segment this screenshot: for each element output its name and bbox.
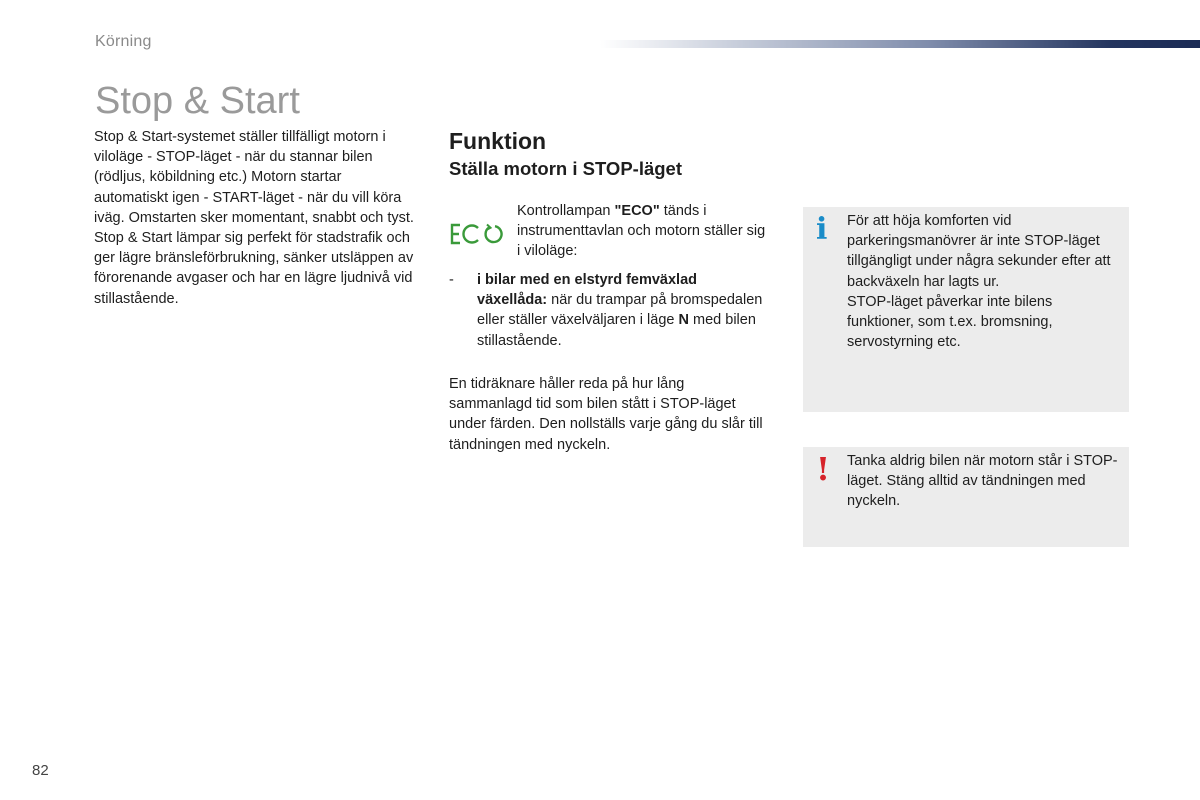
intro-text [94, 127, 414, 309]
eco-description [517, 201, 767, 262]
eco-text-post: tänds i instrumenttavlan och motorn ställer sig i viloläge: [517, 203, 766, 260]
info-note [803, 207, 1129, 412]
stop-mode-subheading: Ställa motorn i STOP-läget [449, 158, 683, 179]
page-title: Stop & Start [95, 80, 300, 122]
bullet-dash: - [449, 272, 454, 288]
header-gradient-bar [600, 40, 1200, 48]
warning-note [803, 447, 1129, 547]
info-icon: i [816, 212, 828, 247]
warning-icon: ! [816, 450, 831, 488]
warning-text: Tanka aldrig bilen när motorn står i STOP-läget. Stäng alltid av tändningen med nyckeln. [847, 453, 1118, 510]
info-paragraph-1: För att höja komforten vid parkeringsmanövrer är inte STOP-läget tillgängligt under några sekunder efter att backväxeln har lagts ur. [847, 213, 1111, 290]
bullet-bold: i bilar med en elstyrd femväxlad växellåda: [477, 272, 698, 309]
intro-paragraph-1: Stop & Start-systemet ställer tillfälligt motorn i viloläge - STOP-läget - när du stannar bilen (rödljus, köbildning etc.) Motorn startar automatiskt igen - START-läget - när du vill köra iväg. Omstarten sker momentant, snabbt och tyst. [94, 129, 414, 226]
bullet-mid: när du trampar på bromspedalen eller ställer växelväljaren i läge [477, 292, 763, 329]
section-label: Körning [95, 33, 152, 50]
intro-paragraph-2: Stop & Start lämpar sig perfekt för stadstrafik och ger lägre bränsleförbrukning, sänker utsläppen av förorenande avgaser och har en lägre ljudnivå vid stillastående. [94, 230, 414, 307]
bullet-end: med bilen stillastående. [477, 312, 756, 349]
eco-indicator-icon [449, 222, 504, 246]
function-heading: Funktion [449, 128, 547, 154]
timer-text [449, 374, 769, 455]
info-paragraph-2: STOP-läget påverkar inte bilens funktioner, som t.ex. bromsning, servostyrning etc. [847, 293, 1053, 351]
timer-paragraph: En tidräknare håller reda på hur lång sammanlagd tid som bilen stått i STOP-läget under färden. Den nollställs varje gång du slår till tändningen med nyckeln. [449, 376, 763, 453]
page-number: 82 [32, 762, 49, 779]
bullet-bold-n: N [678, 312, 689, 329]
list-item [449, 270, 769, 351]
eco-text-bold: "ECO" [614, 203, 660, 219]
eco-text-pre: Kontrollampan [517, 203, 615, 219]
